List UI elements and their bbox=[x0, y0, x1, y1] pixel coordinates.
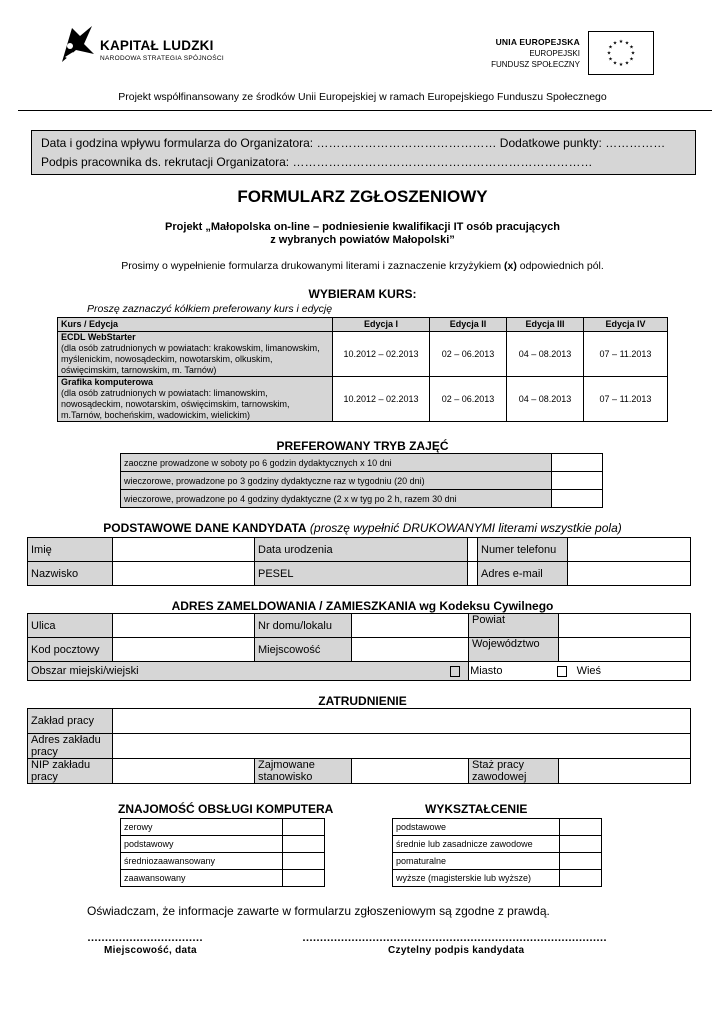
svg-text:★: ★ bbox=[629, 44, 634, 51]
employment-heading: ZATRUDNIENIE bbox=[318, 694, 407, 708]
address-row bbox=[28, 662, 691, 681]
house-no-field[interactable] bbox=[352, 614, 469, 638]
education-row bbox=[393, 853, 602, 870]
area-options bbox=[469, 662, 691, 681]
education-heading: WYKSZTAŁCENIE bbox=[425, 802, 528, 816]
computer-level-checkbox[interactable] bbox=[283, 870, 325, 887]
postal-code-field[interactable] bbox=[113, 638, 255, 662]
cofinancing-note: Projekt współfinansowany ze środków Unii Europejskiej w ramach Europejskiego Funduszu Społecznego bbox=[118, 91, 607, 103]
svg-text:★: ★ bbox=[624, 40, 630, 47]
course-desc: (dla osób zatrudnionych w powiatach: krakowskim, limanowskim, myślenickim, nowosądeckim, nowotarskim, olkuskim, oświęcimskim, tarnowskim, m. Tarnów) bbox=[61, 343, 320, 375]
position-field[interactable] bbox=[352, 759, 469, 784]
mode-checkbox[interactable] bbox=[552, 490, 603, 508]
course-header-cell: Edycja III bbox=[507, 318, 584, 332]
education-level-checkbox[interactable] bbox=[560, 870, 602, 887]
last-name-field[interactable] bbox=[113, 562, 255, 586]
address-row bbox=[28, 614, 691, 638]
education-level-label: podstawowe bbox=[393, 819, 560, 836]
course-heading: WYBIERAM KURS: bbox=[308, 287, 417, 301]
signature-dots[interactable]: …………………………………………………………………………… bbox=[302, 932, 607, 944]
employment-row bbox=[28, 759, 691, 784]
computer-row bbox=[121, 870, 325, 887]
education-level-label: wyższe (magisterskie lub wyższe) bbox=[393, 870, 560, 887]
pesel-field[interactable] bbox=[468, 562, 478, 586]
mode-heading: PREFEROWANY TRYB ZAJĘĆ bbox=[276, 439, 449, 453]
course-name: ECDL WebStarter bbox=[61, 332, 136, 342]
education-table bbox=[392, 818, 602, 887]
course-header-cell: Edycja IV bbox=[584, 318, 668, 332]
computer-row bbox=[121, 819, 325, 836]
place-date-dots[interactable]: …………………………… bbox=[87, 932, 203, 944]
eu-line-2: EUROPEJSKI bbox=[529, 49, 580, 58]
village-label: Wieś bbox=[576, 665, 602, 677]
basic-heading-title: PODSTAWOWE DANE KANDYDATA bbox=[103, 521, 307, 535]
instructions-a: Prosimy o wypełnienie formularza drukowanymi literami i zaznaczenie krzyżykiem bbox=[121, 260, 504, 272]
course-header-row bbox=[58, 318, 668, 332]
course-table bbox=[57, 317, 668, 422]
voivodeship-label: Województwo bbox=[469, 638, 559, 662]
birth-date-label: Data urodzenia bbox=[255, 538, 468, 562]
eu-line-1: UNIA EUROPEJSKA bbox=[495, 37, 580, 47]
employment-row bbox=[28, 734, 691, 759]
basic-heading bbox=[0, 521, 725, 535]
computer-level-label: podstawowy bbox=[121, 836, 283, 853]
header-divider bbox=[18, 110, 712, 111]
seniority-label: Staż pracy zawodowej bbox=[469, 759, 559, 784]
organizer-box bbox=[31, 130, 696, 175]
svg-text:★: ★ bbox=[612, 60, 618, 67]
education-level-checkbox[interactable] bbox=[560, 836, 602, 853]
form-title: FORMULARZ ZGŁOSZENIOWY bbox=[237, 187, 488, 206]
town-field[interactable] bbox=[352, 638, 469, 662]
pesel-label: PESEL bbox=[255, 562, 468, 586]
course-desc: (dla osób zatrudnionych w powiatach: limanowskim, nowosądeckim, nowotarskim, oświęcimskim, tarnowskim, m.Tarnów, bocheńskim, wadowickim, wielickim) bbox=[61, 388, 290, 420]
street-label: Ulica bbox=[28, 614, 113, 638]
mode-option-label: wieczorowe, prowadzone po 4 godziny dydaktyczne (2 x w tyg po 2 h, razem 30 dni bbox=[121, 490, 552, 508]
education-level-checkbox[interactable] bbox=[560, 819, 602, 836]
edition-option[interactable]: 02 – 06.2013 bbox=[430, 332, 507, 377]
computer-level-checkbox[interactable] bbox=[283, 853, 325, 870]
mode-row bbox=[121, 454, 603, 472]
email-label: Adres e-mail bbox=[478, 562, 568, 586]
employment-table bbox=[27, 708, 691, 784]
mode-row bbox=[121, 490, 603, 508]
course-name: Grafika komputerowa bbox=[61, 377, 154, 387]
svg-text:★: ★ bbox=[612, 40, 618, 47]
edition-option[interactable]: 04 – 08.2013 bbox=[507, 332, 584, 377]
street-field[interactable] bbox=[113, 614, 255, 638]
kapital-ludzki-logo bbox=[58, 24, 224, 69]
birth-date-field[interactable] bbox=[468, 538, 478, 562]
instructions-x: (x) bbox=[503, 260, 517, 272]
eu-line-3: FUNDUSZ SPOŁECZNY bbox=[491, 60, 580, 69]
computer-level-checkbox[interactable] bbox=[283, 819, 325, 836]
area-label: Obszar miejski/wiejski bbox=[28, 662, 469, 681]
basic-data-table bbox=[27, 537, 691, 586]
mode-checkbox[interactable] bbox=[552, 472, 603, 490]
computer-heading: ZNAJOMOŚĆ OBSŁUGI KOMPUTERA bbox=[118, 802, 334, 816]
svg-text:★: ★ bbox=[606, 50, 612, 57]
education-level-label: średnie lub zasadnicze zawodowe bbox=[393, 836, 560, 853]
edition-option[interactable]: 10.2012 – 02.2013 bbox=[333, 332, 430, 377]
phone-field[interactable] bbox=[568, 538, 691, 562]
workplace-address-label: Adres zakładu pracy bbox=[28, 734, 113, 759]
county-field[interactable] bbox=[559, 614, 691, 638]
mode-option-label: zaoczne prowadzone w soboty po 6 godzin dydaktycznych x 10 dni bbox=[121, 454, 552, 472]
course-row-grafika bbox=[58, 377, 668, 422]
basic-row bbox=[28, 538, 691, 562]
course-header-cell: Edycja II bbox=[430, 318, 507, 332]
mode-checkbox[interactable] bbox=[552, 454, 603, 472]
first-name-label: Imię bbox=[28, 538, 113, 562]
workplace-address-field[interactable] bbox=[113, 734, 691, 759]
house-no-label: Nr domu/lokalu bbox=[255, 614, 352, 638]
mode-option-label: wieczorowe, prowadzone po 3 godziny dydaktyczne raz w tygodniu (20 dni) bbox=[121, 472, 552, 490]
course-name-cell bbox=[58, 332, 333, 377]
logo-subtitle: NARODOWA STRATEGIA SPÓJNOŚCI bbox=[100, 55, 224, 62]
project-title-line-2: z wybranych powiatów Małopolski” bbox=[270, 234, 455, 246]
project-title-line-1: Projekt „Małopolska on-line – podniesienie kwalifikacji IT osób pracujących bbox=[165, 221, 560, 233]
workplace-field[interactable] bbox=[113, 709, 691, 734]
course-row-ecdl bbox=[58, 332, 668, 377]
employment-row bbox=[28, 709, 691, 734]
basic-row bbox=[28, 562, 691, 586]
education-level-label: pomaturalne bbox=[393, 853, 560, 870]
postal-code-label: Kod pocztowy bbox=[28, 638, 113, 662]
course-header-cell: Edycja I bbox=[333, 318, 430, 332]
edition-option[interactable]: 02 – 06.2013 bbox=[430, 377, 507, 422]
eu-flag-icon bbox=[588, 31, 654, 75]
voivodeship-field[interactable] bbox=[559, 638, 691, 662]
organizer-line-1: Data i godzina wpływu formularza do Organizatora: ……………………………………… Dodatkowe punkty: …………… bbox=[41, 136, 666, 150]
computer-level-label: zerowy bbox=[121, 819, 283, 836]
course-name-cell bbox=[58, 377, 333, 422]
course-header-cell: Kurs / Edycja bbox=[58, 318, 333, 332]
last-name-label: Nazwisko bbox=[28, 562, 113, 586]
svg-text:★: ★ bbox=[608, 56, 613, 63]
village-checkbox[interactable] bbox=[557, 666, 567, 677]
city-label: Miasto bbox=[470, 665, 503, 677]
signature-label: Czytelny podpis kandydata bbox=[388, 945, 525, 956]
county-label: Powiat bbox=[469, 614, 559, 638]
computer-level-label: zaawansowany bbox=[121, 870, 283, 887]
nip-label: NIP zakładu pracy bbox=[28, 759, 113, 784]
computer-row bbox=[121, 853, 325, 870]
basic-heading-note: (proszę wypełnić DRUKOWANYMI literami wszystkie pola) bbox=[306, 521, 622, 535]
position-label: Zajmowane stanowisko bbox=[255, 759, 352, 784]
computer-row bbox=[121, 836, 325, 853]
mode-row bbox=[121, 472, 603, 490]
eu-text-block bbox=[491, 37, 580, 70]
course-note: Proszę zaznaczyć kółkiem preferowany kurs i edycję bbox=[87, 303, 333, 315]
svg-text:★: ★ bbox=[618, 39, 624, 45]
education-level-checkbox[interactable] bbox=[560, 853, 602, 870]
workplace-label: Zakład pracy bbox=[28, 709, 113, 734]
organizer-line-2: Podpis pracownika ds. rekrutacji Organizatora: ………………………………………………………………… bbox=[41, 155, 593, 169]
project-title bbox=[0, 221, 725, 247]
computer-table bbox=[120, 818, 325, 887]
instructions-c: odpowiednich pól. bbox=[516, 260, 604, 272]
place-date-label: Miejscowość, data bbox=[104, 945, 197, 956]
edition-option[interactable]: 04 – 08.2013 bbox=[507, 377, 584, 422]
edition-option[interactable]: 10.2012 – 02.2013 bbox=[333, 377, 430, 422]
logo-title: KAPITAŁ LUDZKI bbox=[100, 38, 214, 53]
education-row bbox=[393, 836, 602, 853]
declaration: Oświadczam, że informacje zawarte w formularzu zgłoszeniowym są zgodne z prawdą. bbox=[87, 904, 550, 918]
city-checkbox[interactable] bbox=[450, 666, 460, 677]
computer-level-checkbox[interactable] bbox=[283, 836, 325, 853]
education-row bbox=[393, 819, 602, 836]
edition-option[interactable]: 07 – 11.2013 bbox=[584, 377, 668, 422]
seniority-field[interactable] bbox=[559, 759, 691, 784]
edition-option[interactable]: 07 – 11.2013 bbox=[584, 332, 668, 377]
svg-text:★: ★ bbox=[624, 60, 630, 67]
address-row bbox=[28, 638, 691, 662]
instructions bbox=[0, 260, 725, 272]
svg-text:★: ★ bbox=[629, 56, 634, 63]
phone-label: Numer telefonu bbox=[478, 538, 568, 562]
svg-text:★: ★ bbox=[630, 50, 636, 57]
computer-level-label: średniozaawansowany bbox=[121, 853, 283, 870]
first-name-field[interactable] bbox=[113, 538, 255, 562]
svg-text:★: ★ bbox=[608, 44, 613, 51]
mode-table bbox=[120, 453, 603, 508]
svg-text:★: ★ bbox=[618, 62, 624, 68]
address-table bbox=[27, 613, 691, 681]
address-heading: ADRES ZAMELDOWANIA / ZAMIESZKANIA wg Kodeksu Cywilnego bbox=[171, 599, 554, 613]
kapital-ludzki-emblem-icon bbox=[58, 24, 96, 64]
education-row bbox=[393, 870, 602, 887]
nip-field[interactable] bbox=[113, 759, 255, 784]
town-label: Miejscowość bbox=[255, 638, 352, 662]
email-field[interactable] bbox=[568, 562, 691, 586]
